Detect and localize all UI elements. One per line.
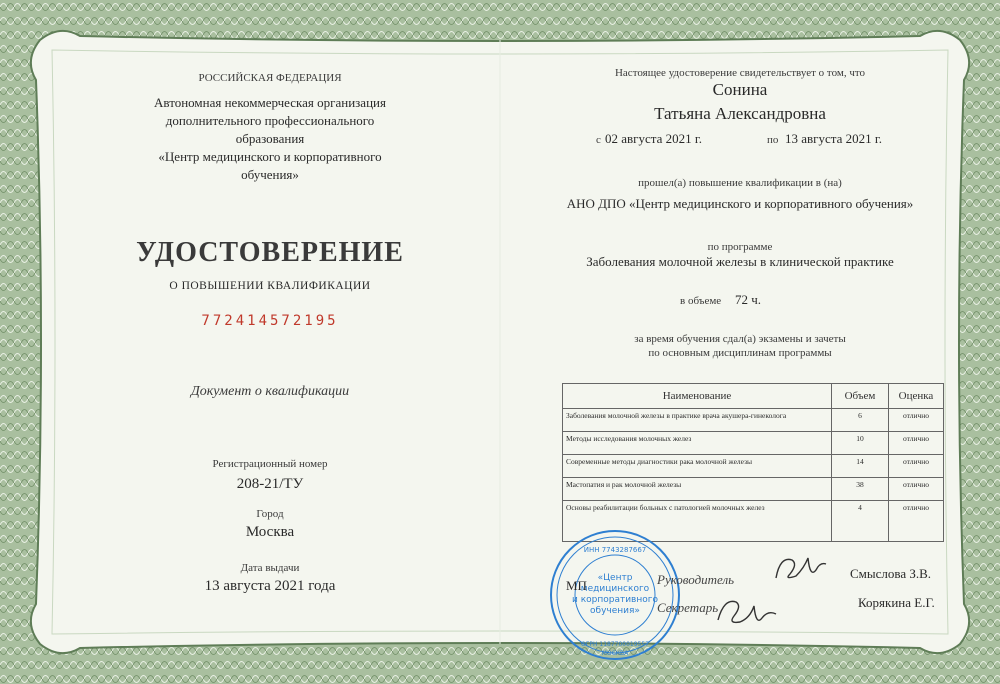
stamp-line-3: и корпоративного (571, 595, 659, 605)
document-type: Документ о квалификации (190, 384, 350, 399)
disciplines-table (562, 383, 944, 542)
stamp-line-2: медицинского (580, 584, 650, 594)
discipline-name: Методы исследования молочных желез (563, 432, 832, 455)
stamp-city: МОСКВА (601, 650, 629, 657)
col-header-name: Наименование (563, 384, 832, 409)
volume-value: 72 ч. (735, 292, 762, 307)
issue-date-value: 13 августа 2021 года (204, 578, 336, 594)
discipline-grade: отлично (889, 478, 944, 501)
intro-text: Настоящее удостоверение свидетельствует о том, что (614, 67, 866, 79)
org-line-5: обучения» (241, 167, 299, 182)
secretary-signature (710, 592, 780, 632)
stamp-line-1: «Центр (597, 573, 633, 583)
discipline-grade: отлично (889, 432, 944, 455)
from-prefix: с (596, 134, 601, 146)
table-row (563, 478, 944, 501)
discipline-name: Заболевания молочной железы в практике врача акушера-гинеколога (563, 409, 832, 432)
table-row (563, 455, 944, 478)
reg-number-label: Регистрационный номер (212, 458, 328, 470)
table-row (563, 432, 944, 455)
discipline-hours: 38 (832, 478, 889, 501)
discipline-grade: отлично (889, 501, 944, 542)
org-line-3: образования (235, 131, 305, 146)
discipline-name: Мастопатия и рак молочной железы (563, 478, 832, 501)
stamp-line-4: обучения» (590, 606, 640, 616)
discipline-grade: отлично (889, 455, 944, 478)
discipline-hours: 10 (832, 432, 889, 455)
exam-line-1: за время обучения сдал(а) экзамены и зачеты (634, 333, 846, 345)
organization-stamp (548, 528, 682, 662)
from-date: 02 августа 2021 г. (605, 131, 702, 146)
to-prefix: по (767, 134, 779, 146)
to-date: 13 августа 2021 г. (785, 131, 882, 146)
program-label: по программе (707, 241, 773, 253)
mp-label: МП (566, 578, 587, 593)
serial-number: 772414572195 (201, 313, 339, 329)
head-role: Руководитель (657, 572, 735, 587)
secretary-name: Корякина Е.Г. (858, 595, 935, 610)
country-name: РОССИЙСКАЯ ФЕДЕРАЦИЯ (198, 72, 342, 84)
org-line-4: «Центр медицинского и корпоративного (158, 149, 382, 164)
discipline-hours: 6 (832, 409, 889, 432)
recipient-name: Татьяна Александровна (654, 104, 826, 123)
discipline-grade: отлично (889, 409, 944, 432)
discipline-hours: 14 (832, 455, 889, 478)
table-row (563, 409, 944, 432)
stamp-inn: ИНН 7743287667 (583, 546, 647, 554)
col-header-grade: Оценка (889, 384, 944, 409)
exam-line-2: по основным дисциплинам программы (648, 347, 832, 359)
document-title: УДОСТОВЕРЕНИЕ (136, 237, 404, 268)
city-label: Город (256, 508, 284, 520)
discipline-name: Современные методы диагностики рака молочной железы (563, 455, 832, 478)
discipline-hours: 4 (832, 501, 889, 542)
org-line-1: Автономная некоммерческая организация (154, 95, 386, 110)
discipline-name: Основы реабилитации больных с патологией молочных желез (563, 501, 832, 542)
head-signature (770, 548, 830, 588)
issue-date-label: Дата выдачи (240, 562, 300, 574)
passed-text: прошел(а) повышение квалификации в (на) (638, 177, 842, 189)
head-name: Смыслова З.В. (850, 566, 932, 581)
secretary-role: Секретарь (657, 600, 719, 615)
reg-number-value: 208-21/ТУ (236, 476, 304, 492)
org-line-2: дополнительного профессионального (165, 113, 375, 128)
organization-name: АНО ДПО «Центр медицинского и корпоративного обучения» (566, 196, 914, 211)
city-value: Москва (245, 524, 295, 540)
table-header-row (563, 384, 944, 409)
document-subtitle: О ПОВЫШЕНИИ КВАЛИФИКАЦИИ (169, 280, 371, 292)
program-name: Заболевания молочной железы в клинической практике (586, 254, 894, 269)
recipient-surname: Сонина (712, 80, 768, 99)
volume-prefix: в объеме (680, 295, 722, 307)
col-header-volume: Объем (832, 384, 889, 409)
stamp-ogrn: ОГРН 1187700019557 (580, 641, 650, 648)
